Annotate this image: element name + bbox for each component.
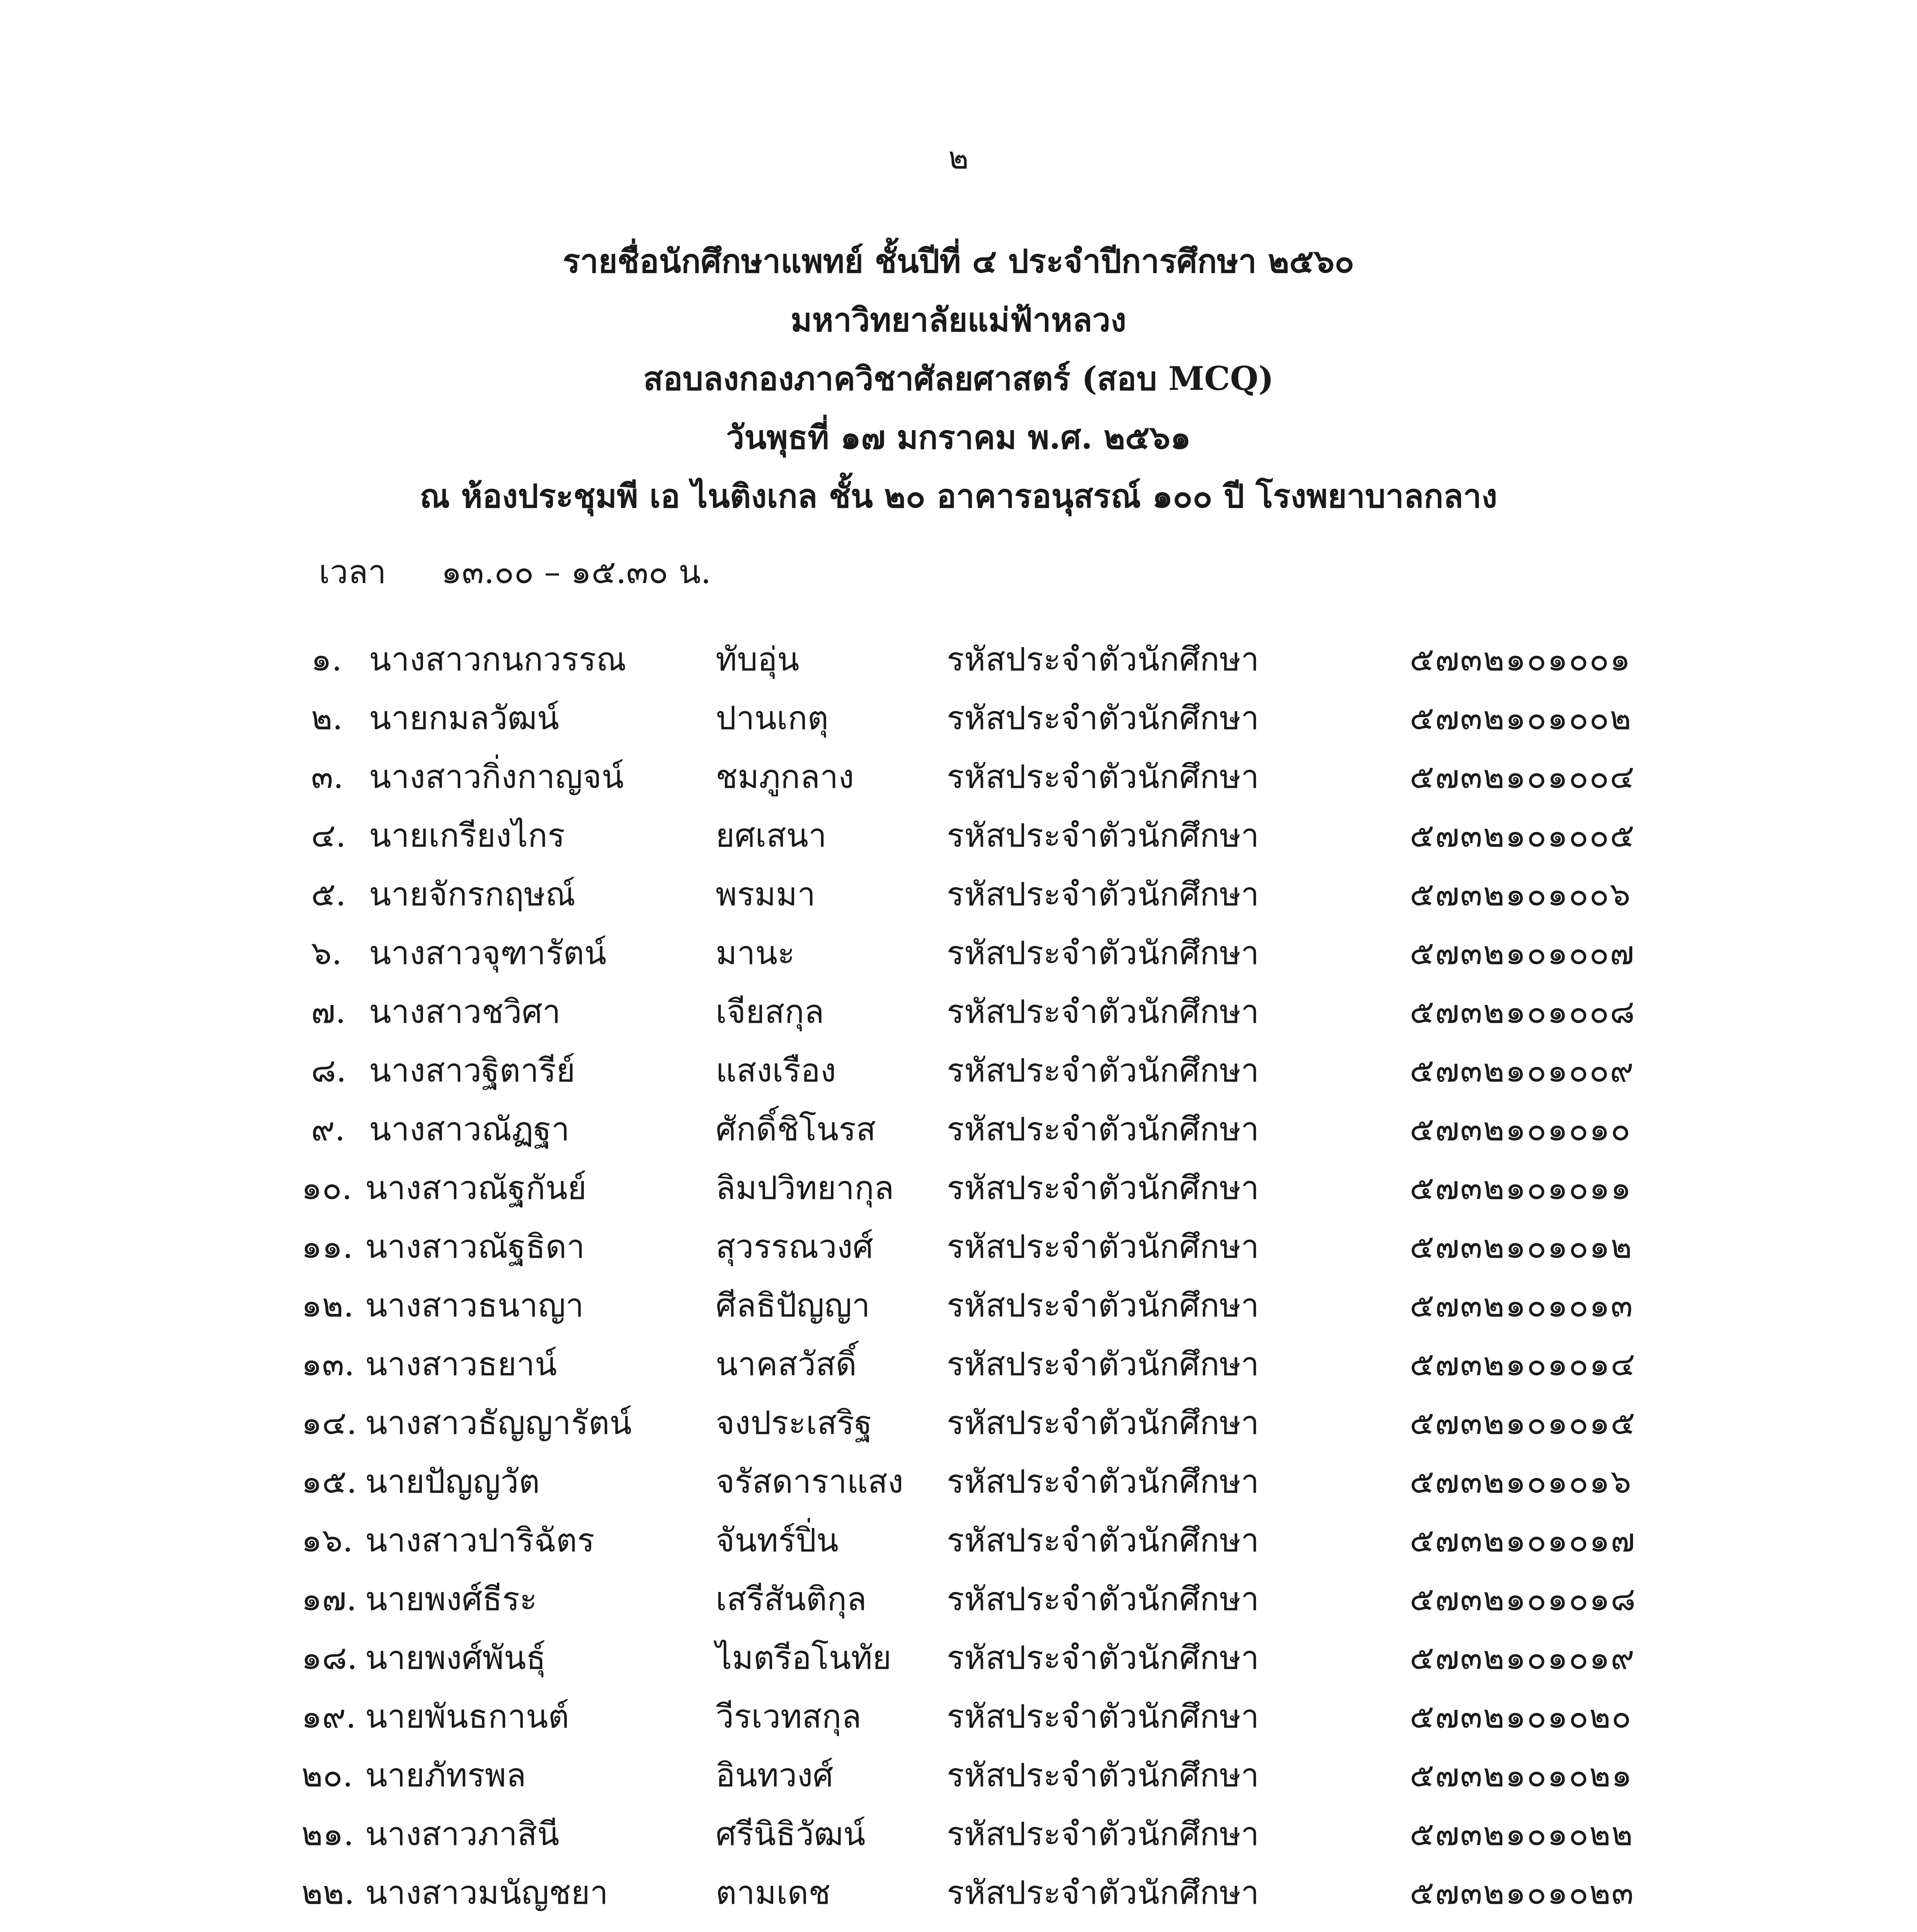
- student-id-label: รหัสประจำตัวนักศึกษา: [947, 816, 1259, 854]
- student-row: [0, 865, 1917, 923]
- student-first-name: [365, 1922, 549, 1932]
- student-number: ๑๗.: [301, 1580, 357, 1618]
- student-first-name: นายจักรกฤษณ์: [369, 875, 576, 913]
- student-id-label: รหัสประจำตัวนักศึกษา: [947, 699, 1259, 737]
- time-value: ๑๓.๐๐ – ๑๕.๓๐ น.: [441, 553, 711, 591]
- student-id: ๕๗๓๒๑๐๑๐๐๙: [1410, 1051, 1635, 1089]
- student-row: [0, 1746, 1917, 1804]
- student-last-name: ทับอุ่น: [716, 640, 799, 678]
- student-id: ๕๗๓๒๑๐๑๐๒๒: [1410, 1815, 1634, 1853]
- student-id-label: รหัสประจำตัวนักศึกษา: [947, 1228, 1259, 1265]
- student-last-name: ปานเกตุ: [716, 699, 829, 737]
- student-number: ๑๖.: [301, 1521, 353, 1559]
- student-list: [0, 630, 1917, 1932]
- time-label: เวลา: [319, 553, 386, 591]
- student-number: ๑๓.: [301, 1345, 355, 1383]
- student-last-name: ไมตรีอโนทัย: [716, 1639, 891, 1677]
- student-row: [0, 1335, 1917, 1393]
- student-id: ๕๗๓๒๑๐๑๐๒๑: [1410, 1756, 1633, 1794]
- student-number: [301, 1922, 356, 1932]
- student-id: ๕๗๓๒๑๐๑๐๑๐: [1410, 1110, 1631, 1148]
- student-row: [0, 1570, 1917, 1628]
- student-last-name: ศักดิ์ชิโนรส: [716, 1110, 876, 1148]
- student-first-name: นางสาวธัญญารัตน์: [365, 1404, 632, 1442]
- student-number: ๘.: [311, 1051, 347, 1089]
- student-first-name: นายปัญญวัต: [365, 1463, 540, 1500]
- student-id-label: รหัสประจำตัวนักศึกษา: [947, 758, 1259, 796]
- student-number: ๔.: [311, 816, 346, 854]
- student-last-name: นาคสวัสดิ์: [716, 1345, 857, 1383]
- student-id-label: รหัสประจำตัวนักศึกษา: [947, 1697, 1259, 1735]
- student-number: ๑๔.: [301, 1404, 357, 1442]
- student-id: ๕๗๓๒๑๐๑๐๑๙: [1410, 1639, 1635, 1677]
- student-id: ๕๗๓๒๑๐๑๐๑๑: [1410, 1169, 1632, 1207]
- student-first-name: นายกมลวัฒน์: [369, 699, 559, 737]
- student-first-name: นางสาวณัฐธิดา: [365, 1228, 585, 1265]
- title-line-5: ณ ห้องประชุมพี เอ ไนติงเกล ชั้น ๒๐ อาคารอนุสรณ์ ๑๐๐ ปี โรงพยาบาลกลาง: [420, 477, 1497, 515]
- student-first-name: นางสาวณัฏฐา: [369, 1110, 570, 1148]
- student-id-label: รหัสประจำตัวนักศึกษา: [947, 1169, 1259, 1207]
- student-number: ๑๕.: [301, 1463, 357, 1500]
- student-last-name: จันทร์ปิ่น: [716, 1521, 839, 1559]
- student-number: ๕.: [311, 875, 346, 913]
- student-last-name: สุวรรณวงศ์: [716, 1228, 874, 1265]
- student-last-name: ยศเสนา: [716, 816, 827, 854]
- student-number: ๙.: [311, 1110, 345, 1148]
- student-row: [0, 806, 1917, 865]
- student-last-name: มานะ: [716, 934, 795, 972]
- student-id-label: รหัสประจำตัวนักศึกษา: [947, 1286, 1259, 1324]
- student-first-name: นางสาวปาริฉัตร: [365, 1521, 595, 1559]
- student-row: [0, 1628, 1917, 1687]
- student-id-label: รหัสประจำตัวนักศึกษา: [947, 1110, 1259, 1148]
- student-last-name: [716, 1922, 911, 1932]
- student-last-name: เจียสกุล: [716, 993, 824, 1031]
- student-id: ๕๗๓๒๑๐๑๐๐๕: [1410, 816, 1635, 854]
- student-number: ๑๙.: [301, 1697, 356, 1735]
- student-number: ๑๘.: [301, 1639, 357, 1677]
- student-last-name: อินทวงศ์: [716, 1756, 833, 1794]
- student-first-name: นางสาวกนกวรรณ: [369, 640, 626, 678]
- student-last-name: วีรเวทสกุล: [716, 1697, 862, 1735]
- student-number: ๑๐.: [301, 1169, 352, 1207]
- student-row: [0, 747, 1917, 806]
- student-number: ๒๑.: [301, 1815, 354, 1853]
- student-id: [1410, 1922, 1637, 1932]
- student-row: [0, 1804, 1917, 1863]
- student-row: [0, 923, 1917, 982]
- student-id: ๕๗๓๒๑๐๑๐๐๒: [1410, 699, 1632, 737]
- student-last-name: ศรีนิธิวัฒน์: [716, 1815, 866, 1853]
- student-number: ๓.: [311, 758, 344, 796]
- student-row: [0, 1393, 1917, 1452]
- student-row: [0, 982, 1917, 1041]
- student-row: [0, 1041, 1917, 1100]
- student-number: ๒๒.: [301, 1874, 355, 1912]
- student-id: ๕๗๓๒๑๐๑๐๑๕: [1410, 1404, 1636, 1442]
- student-id: ๕๗๓๒๑๐๑๐๐๔: [1410, 758, 1635, 796]
- student-row: [0, 1100, 1917, 1158]
- student-first-name: นางสาวชวิศา: [369, 993, 561, 1031]
- student-id: ๕๗๓๒๑๐๑๐๐๗: [1410, 934, 1635, 972]
- student-first-name: นายพงศ์ธีระ: [365, 1580, 538, 1618]
- student-row: [0, 689, 1917, 747]
- student-id: ๕๗๓๒๑๐๑๐๑๗: [1410, 1521, 1636, 1559]
- student-last-name: ตามเดช: [716, 1874, 831, 1912]
- student-row: [0, 1511, 1917, 1570]
- student-last-name: เสรีสันติกุล: [716, 1580, 867, 1618]
- title-line-2: มหาวิทยาลัยแม่ฟ้าหลวง: [791, 301, 1126, 339]
- student-row: [0, 1217, 1917, 1276]
- student-row: [0, 1922, 1917, 1932]
- student-id: ๕๗๓๒๑๐๑๐๒๐: [1410, 1697, 1632, 1735]
- student-id: ๕๗๓๒๑๐๑๐๑๔: [1410, 1345, 1636, 1383]
- student-id-label: [947, 1922, 1259, 1932]
- student-number: ๑๒.: [301, 1286, 354, 1324]
- student-id-label: รหัสประจำตัวนักศึกษา: [947, 1756, 1259, 1794]
- student-id: ๕๗๓๒๑๐๑๐๑๓: [1410, 1286, 1634, 1324]
- student-id-label: รหัสประจำตัวนักศึกษา: [947, 1051, 1259, 1089]
- student-first-name: นางสาวธนาญา: [365, 1286, 584, 1324]
- student-number: ๑๑.: [301, 1228, 353, 1265]
- student-first-name: นางสาวณัฐกันย์: [365, 1169, 587, 1207]
- student-id: ๕๗๓๒๑๐๑๐๑๒: [1410, 1228, 1633, 1265]
- title-line-1: รายชื่อนักศึกษาแพทย์ ชั้นปีที่ ๔ ประจำปีการศึกษา ๒๕๖๐: [563, 242, 1354, 280]
- student-first-name: นางสาวภาสินี: [365, 1815, 560, 1853]
- student-first-name: นางสาวฐิตารีย์: [369, 1051, 575, 1089]
- student-last-name: ลิมปวิทยากุล: [716, 1169, 894, 1207]
- student-id-label: รหัสประจำตัวนักศึกษา: [947, 1521, 1259, 1559]
- student-row: [0, 630, 1917, 689]
- student-first-name: นางสาวกิ่งกาญจน์: [369, 758, 624, 796]
- student-last-name: จรัสดาราแสง: [716, 1463, 904, 1500]
- page-number: ๒: [948, 140, 969, 176]
- student-last-name: ชมภูกลาง: [716, 758, 854, 796]
- student-number: ๑.: [311, 640, 342, 678]
- student-first-name: นายพงศ์พันธุ์: [365, 1639, 546, 1677]
- student-id: ๕๗๓๒๑๐๑๐๐๖: [1410, 875, 1631, 913]
- student-id-label: รหัสประจำตัวนักศึกษา: [947, 1463, 1259, 1500]
- student-id-label: รหัสประจำตัวนักศึกษา: [947, 1815, 1259, 1853]
- title-line-4: วันพุธที่ ๑๗ มกราคม พ.ศ. ๒๕๖๑: [726, 418, 1191, 456]
- student-id-label: รหัสประจำตัวนักศึกษา: [947, 1404, 1259, 1442]
- student-first-name: นายภัทรพล: [365, 1756, 526, 1794]
- student-first-name: นายพันธกานต์: [365, 1697, 569, 1735]
- student-id-label: รหัสประจำตัวนักศึกษา: [947, 1345, 1259, 1383]
- student-id: ๕๗๓๒๑๐๑๐๐๘: [1410, 993, 1636, 1031]
- student-row: [0, 1452, 1917, 1511]
- student-row: [0, 1276, 1917, 1335]
- student-first-name: นายเกรียงไกร: [369, 816, 565, 854]
- student-id-label: รหัสประจำตัวนักศึกษา: [947, 934, 1259, 972]
- student-row: [0, 1863, 1917, 1922]
- student-number: ๗.: [311, 993, 346, 1031]
- title-block: [0, 232, 1917, 526]
- student-id: ๕๗๓๒๑๐๑๐๐๑: [1410, 640, 1631, 678]
- student-last-name: แสงเรือง: [716, 1051, 836, 1089]
- student-row: [0, 1158, 1917, 1217]
- student-last-name: ศีลธิปัญญา: [716, 1286, 870, 1324]
- student-id-label: รหัสประจำตัวนักศึกษา: [947, 875, 1259, 913]
- student-id: ๕๗๓๒๑๐๑๐๑๘: [1410, 1580, 1636, 1618]
- student-id-label: รหัสประจำตัวนักศึกษา: [947, 640, 1259, 678]
- student-last-name: จงประเสริฐ: [716, 1404, 873, 1442]
- student-id-label: รหัสประจำตัวนักศึกษา: [947, 1580, 1259, 1618]
- student-first-name: นางสาวมนัญชยา: [365, 1874, 608, 1912]
- student-id: ๕๗๓๒๑๐๑๐๒๓: [1410, 1874, 1635, 1912]
- student-number: ๒๐.: [301, 1756, 353, 1794]
- title-line-3: สอบลงกองภาควิชาศัลยศาสตร์ (สอบ MCQ): [643, 359, 1274, 398]
- exam-time: [319, 546, 711, 597]
- student-id-label: รหัสประจำตัวนักศึกษา: [947, 1639, 1259, 1677]
- student-id: ๕๗๓๒๑๐๑๐๑๖: [1410, 1463, 1632, 1500]
- student-row: [0, 1687, 1917, 1746]
- student-first-name: นางสาวธยาน์: [365, 1345, 557, 1383]
- student-last-name: พรมมา: [716, 875, 816, 913]
- student-number: ๖.: [311, 934, 342, 972]
- student-id-label: รหัสประจำตัวนักศึกษา: [947, 1874, 1259, 1912]
- student-first-name: นางสาวจุฑารัตน์: [369, 934, 607, 972]
- student-number: ๒.: [311, 699, 343, 737]
- student-id-label: รหัสประจำตัวนักศึกษา: [947, 993, 1259, 1031]
